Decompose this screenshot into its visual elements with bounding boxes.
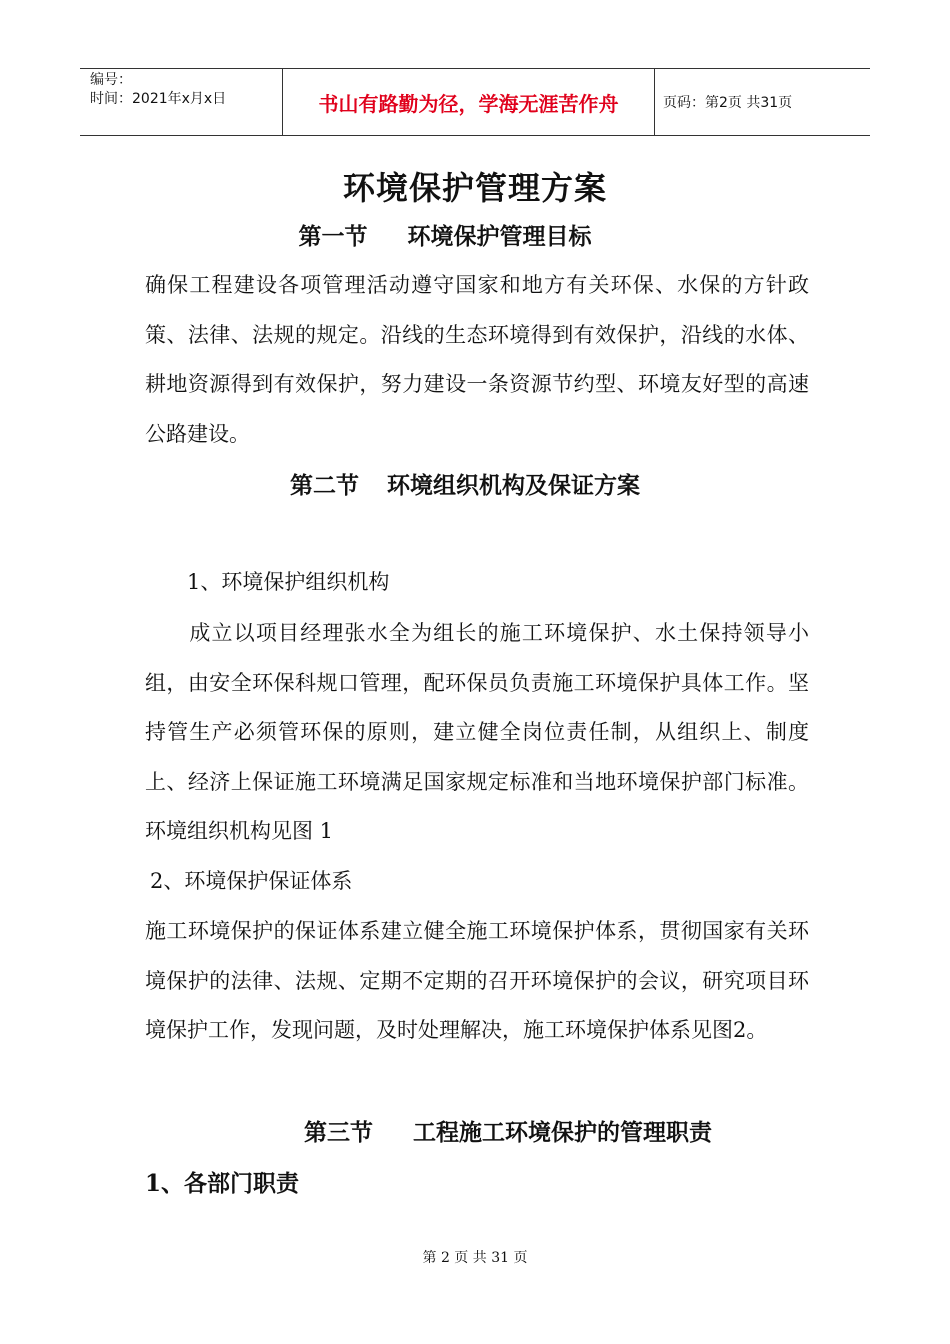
section-3-item-1-title: 1、各部门职责 bbox=[145, 1170, 300, 1197]
section-3-title: 工程施工环境保护的管理职责 bbox=[413, 1119, 712, 1146]
header-meta-cell bbox=[80, 69, 282, 135]
section-2-item-1-title: 1、环境保护组织机构 bbox=[187, 570, 390, 594]
header-table bbox=[80, 68, 870, 136]
page-footer: 第 2 页 共 31 页 bbox=[422, 1250, 528, 1266]
section-3-heading bbox=[0, 1114, 950, 1147]
section-1-title: 环境保护管理目标 bbox=[407, 223, 592, 250]
header-motto: 书山有路勤为径，学海无涯苦作舟 bbox=[282, 69, 655, 135]
section-2-item-2-title: 2、环境保护保证体系 bbox=[150, 869, 353, 893]
section-3-number: 第三节 bbox=[304, 1119, 373, 1146]
section-2-number: 第二节 bbox=[290, 472, 359, 499]
header-number-label: 编号： bbox=[90, 72, 132, 88]
section-1-number: 第一节 bbox=[298, 223, 368, 250]
section-2-title: 环境组织机构及保证方案 bbox=[387, 472, 640, 499]
document-title: 环境保护管理方案 bbox=[342, 169, 607, 207]
section-1-heading bbox=[0, 218, 890, 251]
header-page-info: 页码：第2页 共31页 bbox=[663, 95, 793, 111]
section-2-item-2-body: 施工环境保护的保证体系建立健全施工环境保护体系，贯彻国家有关环境保护的法律、法规、定期不定期的召开环境保护的会议，研究项目环境保护工作，发现问题，及时处理解决，施工环境保护体系见图2。 bbox=[145, 919, 809, 1043]
section-2-heading bbox=[0, 467, 930, 500]
header-time-label: 时间：2021年x月x日 bbox=[90, 91, 227, 107]
section-2-item-1-body: 成立以项目经理张水全为组长的施工环境保护、水土保持领导小组，由安全环保科规口管理，配环保员负责施工环境保护具体工作。坚持管生产必须管环保的原则，建立健全岗位责任制，从组织上、制度上、经济上保证施工环境满足国家规定标准和当地环境保护部门标准。环境组织机构见图 1 bbox=[145, 621, 809, 844]
section-1-body: 确保工程建设各项管理活动遵守国家和地方有关环保、水保的方针政策、法律、法规的规定。沿线的生态环境得到有效保护，沿线的水体、耕地资源得到有效保护，努力建设一条资源节约型、环境友好型的高速公路建设。 bbox=[145, 273, 809, 446]
